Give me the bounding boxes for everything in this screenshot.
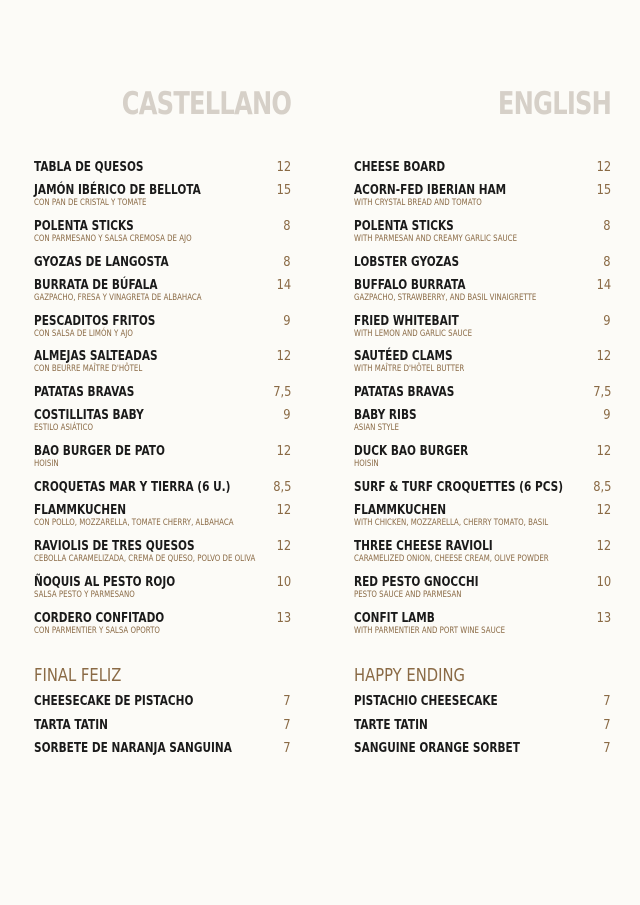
item-description: CARAMELIZED ONION, CHEESE CREAM, OLIVE POWDER [354,554,549,564]
item-name: BABY RIBS [354,407,417,423]
item-price: 8 [283,218,291,234]
item-price: 7 [603,717,611,733]
item-name: BUFFALO BURRATA [354,277,466,293]
item-price: 12 [596,538,611,554]
item-description: HOISIN [34,459,59,469]
item-name: CONFIT LAMB [354,610,435,626]
item-price: 12 [596,443,611,459]
item-name: ALMEJAS SALTEADAS [34,348,158,364]
item-name: GYOZAS DE LANGOSTA [34,254,169,270]
item-price: 7,5 [272,384,291,400]
item-price: 12 [596,348,611,364]
item-price: 12 [596,502,611,518]
item-name: SAUTÉED CLAMS [354,348,453,364]
item-name: CROQUETAS MAR Y TIERRA (6 U.) [34,479,231,495]
item-description: HOISIN [354,459,379,469]
item-description: PESTO SAUCE AND PARMESAN [354,590,462,600]
item-name: FLAMMKUCHEN [354,502,447,518]
item-description: ASIAN STYLE [354,423,399,433]
item-price: 7 [283,693,291,709]
item-description: CON POLLO, MOZZARELLA, TOMATE CHERRY, ALBAHACA [34,518,234,528]
item-price: 13 [276,610,291,626]
item-description: CON SALSA DE LIMÓN Y AJO [34,329,133,339]
item-description: CON PAN DE CRISTAL Y TOMATE [34,198,147,208]
item-description: GAZPACHO, FRESA Y VINAGRETA DE ALBAHACA [34,293,202,303]
item-description: ESTILO ASIÁTICO [34,423,94,433]
item-name: SURF & TURF CROQUETTES (6 PCS) [354,479,564,495]
item-description: SALSA PESTO Y PARMESANO [34,590,135,600]
item-description: CON BEURRE MAÎTRE D'HÔTEL [34,364,143,374]
item-name: ÑOQUIS AL PESTO ROJO [34,574,176,590]
item-description: GAZPACHO, STRAWBERRY, AND BASIL VINAIGRETTE [354,293,537,303]
item-description: WITH PARMENTIER AND PORT WINE SAUCE [354,626,506,636]
item-price: 8 [283,254,291,270]
item-name: CORDERO CONFITADO [34,610,165,626]
item-description: WITH LEMON AND GARLIC SAUCE [354,329,473,339]
item-price: 12 [596,159,611,175]
castellano-dessert-title: FINAL FELIZ [34,665,122,686]
item-name: CHEESE BOARD [354,159,446,175]
item-name: JAMÓN IBÉRICO DE BELLOTA [34,182,201,198]
item-description: CEBOLLA CARAMELIZADA, CREMA DE QUESO, POLVO DE OLIVA [34,554,256,564]
item-description: CON PARMENTIER Y SALSA OPORTO [34,626,160,636]
item-price: 7 [283,740,291,756]
item-name: FLAMMKUCHEN [34,502,127,518]
item-description: WITH PARMESAN AND CREAMY GARLIC SAUCE [354,234,518,244]
item-name: POLENTA STICKS [354,218,454,234]
item-name: PESCADITOS FRITOS [34,313,156,329]
item-price: 9 [603,313,611,329]
item-price: 7 [283,717,291,733]
item-name: RED PESTO GNOCCHI [354,574,479,590]
item-name: FRIED WHITEBAIT [354,313,459,329]
item-description: WITH CHICKEN, MOZZARELLA, CHERRY TOMATO, BASIL [354,518,549,528]
item-price: 10 [276,574,291,590]
item-price: 9 [283,407,291,423]
item-price: 10 [596,574,611,590]
item-name: RAVIOLIS DE TRES QUESOS [34,538,195,554]
item-price: 14 [596,277,611,293]
item-price: 8 [603,218,611,234]
item-name: TARTE TATIN [354,717,428,733]
item-price: 7 [603,693,611,709]
item-name: DUCK BAO BURGER [354,443,469,459]
item-price: 12 [276,502,291,518]
english-title: ENGLISH [497,86,611,122]
item-price: 13 [596,610,611,626]
item-description: CON PARMESANO Y SALSA CREMOSA DE AJO [34,234,192,244]
item-name: LOBSTER GYOZAS [354,254,460,270]
item-price: 12 [276,348,291,364]
item-name: SORBETE DE NARANJA SANGUINA [34,740,232,756]
item-price: 8,5 [592,479,611,495]
item-name: BAO BURGER DE PATO [34,443,165,459]
item-price: 15 [276,182,291,198]
item-price: 7 [603,740,611,756]
item-name: TABLA DE QUESOS [34,159,144,175]
item-description: WITH MAÎTRE D'HÔTEL BUTTER [354,364,465,374]
item-name: PISTACHIO CHEESECAKE [354,693,498,709]
item-price: 12 [276,443,291,459]
item-price: 8 [603,254,611,270]
item-price: 9 [283,313,291,329]
item-price: 15 [596,182,611,198]
item-price: 12 [276,538,291,554]
item-description: WITH CRYSTAL BREAD AND TOMATO [354,198,482,208]
item-name: BURRATA DE BÚFALA [34,277,158,293]
item-price: 8,5 [272,479,291,495]
item-price: 12 [276,159,291,175]
item-name: CHEESECAKE DE PISTACHO [34,693,194,709]
castellano-title: CASTELLANO [121,86,291,122]
item-name: SANGUINE ORANGE SORBET [354,740,520,756]
item-name: THREE CHEESE RAVIOLI [354,538,493,554]
item-name: PATATAS BRAVAS [354,384,455,400]
item-price: 7,5 [592,384,611,400]
item-name: COSTILLITAS BABY [34,407,144,423]
item-name: POLENTA STICKS [34,218,134,234]
item-name: ACORN-FED IBERIAN HAM [354,182,507,198]
english-dessert-title: HAPPY ENDING [354,665,465,686]
item-name: PATATAS BRAVAS [34,384,135,400]
item-price: 9 [603,407,611,423]
item-price: 14 [276,277,291,293]
item-name: TARTA TATIN [34,717,108,733]
